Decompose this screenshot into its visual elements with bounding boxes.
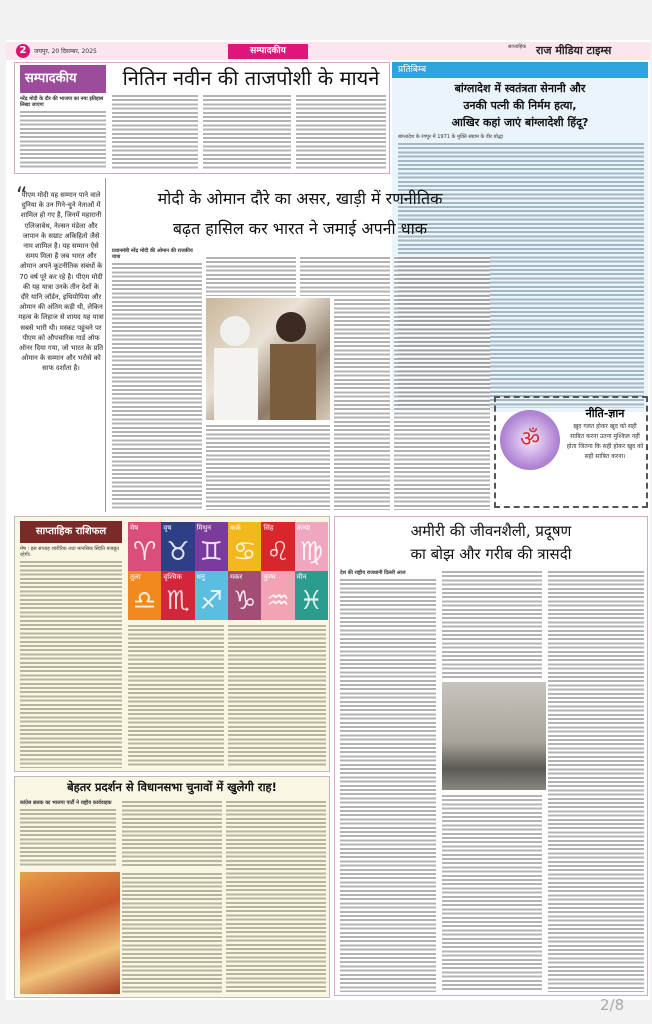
oman-text [206,424,330,510]
oman-headline [110,184,490,244]
zodiac-name: तुला [130,573,141,581]
oman-lede: प्रधानमंत्री नरेंद्र मोदी की ओमान की राजकीय यात्रा [112,248,193,260]
zodiac-name: धनु [196,573,205,581]
page-number: 2 [16,44,30,58]
headline-line: मोदी के ओमान दौरे का असर, खाड़ी में रणनीतिक [157,189,443,208]
pratibimb-lede: बांग्लादेश के रंगपुर में 1971 के मुक्ति संग्राम के वीर योद्धा [398,134,504,140]
election-rally-photo [20,872,120,994]
niti-text: खुद गलत होकर खुद को सही साबित करना उतना मुश्किल नहीं होता जितना कि सही होकर खुद को सही साबित करना। [566,423,644,460]
zodiac-name: मिथुन [196,524,212,532]
zodiac-name: मेष [130,524,139,532]
editorial-headline: नितिन नवीन की ताजपोशी के मायने [122,66,380,90]
editorial-text [20,110,106,170]
zodiac-12 [295,571,328,620]
zodiac-symbol-icon: ♎ [133,586,157,616]
zodiac-symbol-icon: ♌ [266,537,290,567]
editorial-lede: नरेंद्र मोदी के दौर की भाजपा का नया इतिहास लिखा जाएगा [20,96,104,108]
editorial-text [296,94,386,170]
zodiac-9 [195,571,228,620]
zodiac-5 [261,522,294,571]
zodiac-7 [128,571,161,620]
zodiac-symbol-icon: ♒ [266,586,290,616]
zodiac-name: कन्या [296,524,310,532]
zodiac-symbol-icon: ♋ [233,537,257,567]
editorial-text [112,94,198,170]
pull-quote: पीएम मोदी यह सम्मान पाने वाले दुनिया के उन गिने-चुने नेताओं में शामिल हो गए है, जिनमें महारानी एलिजाबेथ, नेल्सन मंडेला और जापान के सम्राट अकिहितो जैसे नाम शामिल है। यह सम्मान ऐसे समय मिला है जब भारत और ओमान अपने कूटनीतिक संबंधों के 70 वर्ष पूरे कर रहे है। पीएम मोदी की यह यात्रा उनके तीन देशों के दौरे यानि जॉर्डन, इथियोपिया और ओमान की अंतिम कड़ी थी, लेकिन महत्व के लिहाज से शायद यह यात्रा सबसे भारी थी। मस्कट पहुंचने पर पीएम को औपचारिक गार्ड ऑफ ऑनर दिया गया, जो भारत के प्रति ओमान के सम्मान और भरोसे को साफ दर्शाता है। [18,191,104,373]
zodiac-4 [228,522,261,571]
quote-mark-icon: “ [16,184,28,209]
headline-line: बांग्लादेश में स्वतंत्रता सेनानी और [454,82,586,95]
pratibimb-label: प्रतिबिम्ब [392,62,648,78]
oman-text [112,262,202,510]
zodiac-name: मीन [296,573,307,581]
rashifal-text [20,560,122,768]
oman-text [394,256,490,510]
zodiac-symbol-icon: ♑ [233,586,257,616]
zodiac-3 [195,522,228,571]
paper-name: राज मीडिया टाइम्स [536,44,612,57]
zodiac-8 [161,571,194,620]
zodiac-name: वृष [163,524,172,532]
zodiac-name: कर्क [229,524,241,532]
zodiac-name: वृश्चिक [163,573,182,581]
modi-oman-photo [206,298,330,420]
pollution-text [548,570,644,992]
rashifal-text [228,624,326,768]
zodiac-name: कुम्भ [263,573,276,581]
zodiac-symbol-icon: ♏ [166,586,190,616]
section-label: सम्पादकीय [228,44,308,59]
pollution-text [442,570,542,678]
zodiac-2 [161,522,194,571]
zodiac-6 [295,522,328,571]
om-image: ॐ [500,410,560,470]
oman-text [300,256,390,296]
headline-line: आखिर कहां जाएं बांग्लादेशी हिंदू? [451,116,589,129]
headline-line: अमीरी की जीवनशैली, प्रदूषण [410,522,572,540]
editorial-text [203,94,291,170]
headline-line: उनकी पत्नी की निर्मम हत्या, [463,99,577,112]
oman-text [334,298,390,510]
zodiac-symbol-icon: ♈ [133,537,157,567]
pollution-text [442,794,542,992]
election-text [122,872,222,994]
rashifal-lede: मेष : इस सप्ताह शारीरिक तथा मानसिक स्थिति मजबूत रहेगी। [20,546,119,558]
paper-prefix: साप्ताहिक [508,44,527,50]
zodiac-symbol-icon: ♐ [199,586,223,616]
zodiac-symbol-icon: ♓ [299,586,323,616]
election-lede: कांग्रेस ब्रजक का भाजपा पार्टी ने राष्ट्रीय कार्यवाहक [20,800,112,806]
pollution-headline [334,520,648,566]
headline-line: का बोझ और गरीब की त्रासदी [410,545,572,563]
pollution-photo [442,682,546,790]
election-text [20,808,116,868]
zodiac-symbol-icon: ♉ [166,537,190,567]
niti-title: नीति-ज्ञान [585,407,625,420]
date-line: जयपुर, 20 दिसम्बर, 2025 [34,48,97,55]
pratibimb-headline [392,80,648,131]
zodiac-10 [228,571,261,620]
election-text [122,800,222,868]
page-counter: 2/8 [600,996,625,1014]
election-headline: बेहतर प्रदर्शन से विधानसभा चुनावों में खुलेगी राह! [67,780,277,794]
rashifal-text [128,624,224,768]
zodiac-symbol-icon: ♍ [299,537,323,567]
election-text [226,800,326,994]
editorial-logo: सम्पादकीय [20,65,106,93]
newspaper-page [6,40,650,1000]
zodiac-name: मकर [229,573,243,581]
zodiac-symbol-icon: ♊ [199,537,223,567]
pollution-lede: देश की राष्ट्रीय राजधानी दिल्ली आज [340,570,406,576]
zodiac-1 [128,522,161,571]
pollution-text [340,578,436,992]
rashifal-title: साप्ताहिक राशिफल [20,521,122,543]
zodiac-grid [128,522,328,620]
headline-line: बढ़त हासिल कर भारत ने जमाई अपनी धाक [172,219,428,238]
zodiac-11 [261,571,294,620]
zodiac-name: सिंह [263,524,274,532]
oman-text [206,256,296,296]
